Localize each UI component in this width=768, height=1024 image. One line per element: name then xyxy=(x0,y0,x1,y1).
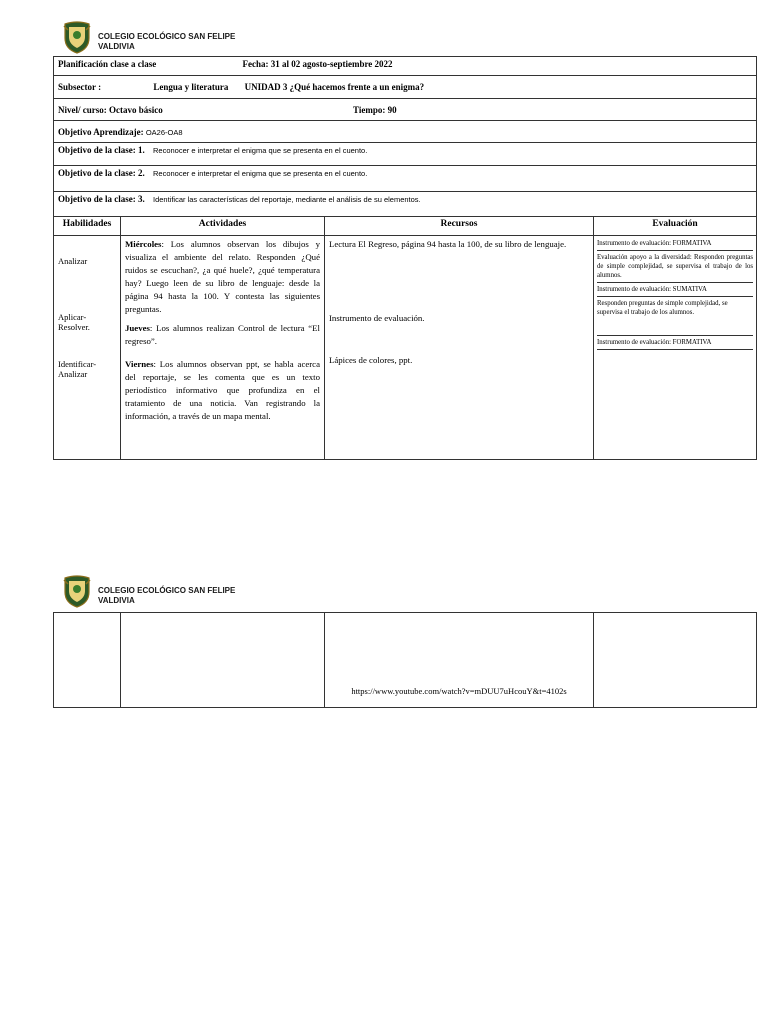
actividad-text: : Los alumnos realizan Control de lectura “El regreso”. xyxy=(125,323,320,346)
recurso-item: Instrumento de evaluación. xyxy=(329,313,425,323)
tiempo: Tiempo: 90 xyxy=(353,104,397,115)
planning-table xyxy=(53,56,757,460)
row-nivel xyxy=(54,99,757,121)
subsector-label: Subsector : xyxy=(58,82,102,92)
evaluacion-item: Responden preguntas de simple complejidad, se supervisa el trabajo de los alumnos. xyxy=(597,297,753,336)
objetivo-aprendizaje-label: Objetivo Aprendizaje: xyxy=(58,126,144,137)
habilidad-item: Identificar-Analizar xyxy=(58,359,97,379)
row-objetivo-1 xyxy=(54,143,757,166)
actividad-day: Miércoles xyxy=(125,239,162,249)
actividad-item xyxy=(125,238,320,316)
evaluacion-item: Instrumento de evaluación: SUMATIVA xyxy=(597,283,753,297)
row-subsector xyxy=(54,76,757,99)
continued-row xyxy=(54,613,757,708)
actividades-cell xyxy=(121,236,325,460)
recurso-item: Lápices de colores, ppt. xyxy=(329,355,413,365)
school-header-page-2 xyxy=(62,574,235,608)
evaluacion-cell xyxy=(594,236,757,460)
fecha-label: Fecha: 31 al 02 agosto-septiembre 2022 xyxy=(242,59,393,69)
column-headers xyxy=(54,217,757,236)
nivel-curso: Nivel/ curso: Octavo básico xyxy=(58,104,163,115)
row-objetivo-2 xyxy=(54,166,757,192)
video-link[interactable]: https://www.youtube.com/watch?v=mDUU7uHcouY&t=4102s xyxy=(351,686,567,696)
actividad-day: Viernes xyxy=(125,359,154,369)
actividad-day: Jueves xyxy=(125,323,150,333)
school-crest-icon xyxy=(62,20,92,54)
actividad-text: : Los alumnos observan ppt, se habla acerca del reportaje, se les comenta que es un texto periodístico informativo que profundiza en el tratamiento de una noticia. Van registrando la información, a través de un mapa mental. xyxy=(125,359,320,421)
school-crest-icon xyxy=(62,574,92,608)
evaluacion-item: Instrumento de evaluación: FORMATIVA xyxy=(597,336,753,350)
planificacion-label: Planificación clase a clase xyxy=(58,59,157,69)
habilidad-item: Analizar xyxy=(58,256,88,266)
header-actividades: Actividades xyxy=(121,217,325,236)
objetivo-3-label: Objetivo de la clase: 3. xyxy=(58,194,145,204)
objetivo-3-text: Identificar las características del reportaje, mediante el análisis de su elementos. xyxy=(153,195,421,204)
recursos-cell xyxy=(325,236,594,460)
objetivo-aprendizaje-value: OA26-OA8 xyxy=(145,127,183,137)
header-habilidades: Habilidades xyxy=(54,217,121,236)
actividad-text: : Los alumnos observan los dibujos y visualiza el ambiente del relato. Responden ¿Qué ruidos se escuchan?, ¿a qué huele?, ¿qué temperatura hay? Luego leen de su libro de lenguaje: desde la página 94 hasta la 100. Y contesta las siguientes preguntas. xyxy=(125,239,320,314)
recurso-item: Lectura El Regreso, página 94 hasta la 100, de su libro de lenguaje. xyxy=(329,239,567,249)
objetivo-2-label: Objetivo de la clase: 2. xyxy=(58,168,145,178)
planning-table-continued xyxy=(53,612,757,708)
row-planificacion xyxy=(54,57,757,76)
objetivo-2-text: Reconocer e interpretar el enigma que se presenta en el cuento. xyxy=(153,169,368,178)
objetivo-1-text: Reconocer e interpretar el enigma que se presenta en el cuento. xyxy=(153,146,368,155)
school-city: VALDIVIA xyxy=(98,42,135,51)
evaluacion-item: Evaluación apoyo a la diversidad: Responden preguntas de simple complejidad, se supervisa el trabajo de los alumnos. xyxy=(597,251,753,283)
header-recursos: Recursos xyxy=(325,217,594,236)
habilidad-item: Aplicar-Resolver. xyxy=(58,312,90,332)
row-objetivo-3 xyxy=(54,192,757,217)
actividad-item xyxy=(125,358,320,423)
header-evaluacion: Evaluación xyxy=(594,217,757,236)
actividad-item xyxy=(125,322,320,348)
school-city: VALDIVIA xyxy=(98,596,135,605)
objetivo-1-label: Objetivo de la clase: 1. xyxy=(58,145,145,155)
unidad-title: UNIDAD 3 ¿Qué hacemos frente a un enigma? xyxy=(244,82,425,92)
school-name: COLEGIO ECOLÓGICO SAN FELIPE xyxy=(98,32,236,41)
row-objetivo-aprendizaje xyxy=(54,121,757,143)
habilidades-cell xyxy=(54,236,121,460)
evaluacion-item: Instrumento de evaluación: FORMATIVA xyxy=(597,237,753,251)
school-name: COLEGIO ECOLÓGICO SAN FELIPE xyxy=(98,586,236,595)
school-header xyxy=(62,20,235,54)
subsector-value: Lengua y literatura xyxy=(153,82,229,92)
content-row xyxy=(54,236,757,460)
